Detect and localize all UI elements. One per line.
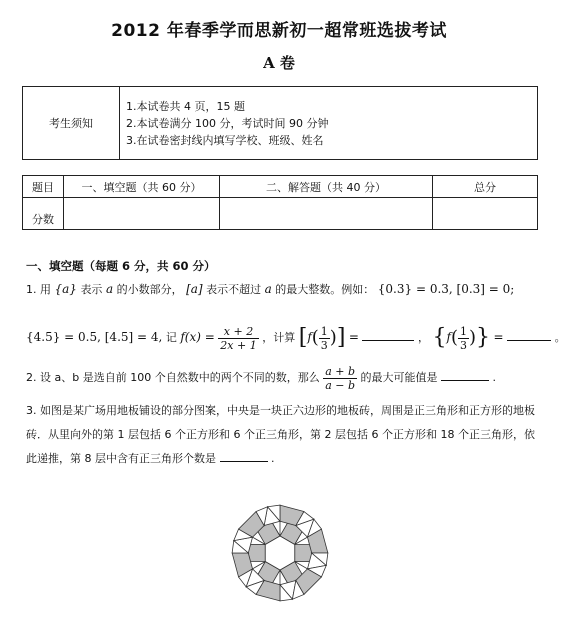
brace-a-symbol: {a} bbox=[54, 282, 77, 296]
one-third-fraction-1: $\frac{1}{3}$ bbox=[320, 324, 328, 352]
notice-line-3: 3.在试卷密封线内填写学校、班级、姓名 bbox=[126, 133, 324, 147]
score-header-total: 总分 bbox=[433, 176, 538, 198]
question-1-line-1: 1. 用 {a} 表示 a 的小数部分， [a] 表示不超过 a 的最大整数。例如： {0.3} = 0.3, [0.3] = 0; bbox=[26, 282, 515, 296]
one-third-fraction-2: $\frac{1}{3}$ bbox=[459, 324, 467, 352]
notice-lines bbox=[120, 87, 538, 160]
score-header-item: 题目 bbox=[23, 176, 64, 198]
paper-version: A 卷 bbox=[263, 54, 295, 72]
question-2: 2. 设 a、b 是选自前 100 个自然数中的两个不同的数，那么 $\frac{a + b}{a - b}$ 的最大可能值是 . bbox=[26, 364, 497, 392]
score-cell-total[interactable] bbox=[433, 198, 538, 230]
score-header-fill: 一、填空题（共 60 分） bbox=[64, 176, 220, 198]
notice-table bbox=[22, 86, 538, 160]
notice-label: 考生须知 bbox=[23, 87, 120, 160]
exam-title: 2012 年春季学而思新初一超常班选拔考试 bbox=[111, 21, 447, 41]
square-tile bbox=[248, 545, 265, 562]
answer-blank-2[interactable] bbox=[441, 370, 489, 381]
answer-blank-1a[interactable] bbox=[362, 330, 414, 341]
fx-fraction: $\frac{x + 2}{2x + 1}$ bbox=[220, 324, 257, 352]
answer-blank-3[interactable] bbox=[220, 451, 268, 462]
question-1-line-2: {4.5} = 0.5, [4.5] = 4, 记 f(x) = $\frac{x + 2}{2x + 1}$ ，计算 [f( $\frac{1}{3}$ )] = ， {f( $\frac{1}{3}$ )} = 。 bbox=[26, 324, 566, 352]
bracket-a-symbol: [a] bbox=[186, 282, 203, 296]
score-cell-solve[interactable] bbox=[220, 198, 433, 230]
tiling-figure bbox=[224, 489, 336, 617]
notice-line-1: 1.本试卷共 4 页，15 题 bbox=[126, 99, 245, 113]
square-tile bbox=[295, 545, 312, 562]
notice-line-2: 2.本试卷满分 100 分，考试时间 90 分钟 bbox=[126, 116, 329, 130]
examples: {0.3} = 0.3, [0.3] = 0; bbox=[377, 282, 515, 296]
score-cell-fill[interactable] bbox=[64, 198, 220, 230]
ab-fraction: $\frac{a + b}{a - b}$ bbox=[325, 364, 356, 392]
answer-blank-1b[interactable] bbox=[507, 330, 551, 341]
section-title: 一、填空题（每题 6 分，共 60 分） bbox=[26, 259, 216, 273]
score-row-label: 分数 bbox=[23, 198, 64, 230]
score-table bbox=[22, 175, 538, 230]
question-3: 3. 如图是某广场用地板铺设的部分图案，中央是一块正六边形的地板砖，周围是正三角形和正方形的地板砖．从里向外的第 1 层包括 6 个正方形和 6 个正三角形，第 2 层包括 6 个正方形和 18 个正三角形，依此递推，第 8 层中含有正三角形个数是 . bbox=[26, 404, 535, 465]
score-header-solve: 二、解答题（共 40 分） bbox=[220, 176, 433, 198]
